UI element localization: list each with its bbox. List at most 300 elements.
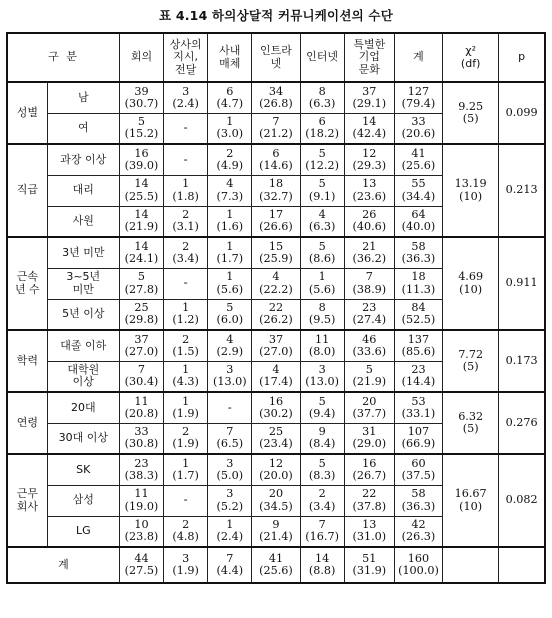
data-cell — [164, 113, 208, 144]
cell-count: 2 — [182, 208, 190, 222]
cell-percent: (32.7) — [259, 189, 293, 203]
data-cell — [119, 268, 163, 299]
data-cell — [208, 547, 252, 583]
cell-count: 2 — [182, 332, 190, 346]
cell-percent: (20.8) — [124, 406, 159, 420]
data-cell — [394, 516, 442, 547]
cell-count: - — [183, 121, 188, 135]
cell-count: 51 — [362, 551, 377, 565]
row-label: SK — [47, 454, 119, 485]
cell-count: 33 — [411, 115, 426, 129]
cell-count: 3 — [226, 487, 234, 501]
cell-percent: (20.0) — [259, 468, 293, 482]
cell-percent: (23.4) — [259, 437, 293, 451]
data-cell — [394, 237, 442, 268]
data-cell — [119, 361, 163, 392]
cell-percent: (27.4) — [352, 313, 387, 327]
cell-count: 25 — [268, 425, 284, 439]
cell-count: 1 — [226, 208, 234, 222]
cell-percent: (5.6) — [308, 282, 336, 296]
data-cell — [344, 392, 394, 423]
data-cell — [252, 113, 300, 144]
cell-percent: (5.0) — [216, 468, 244, 482]
communication-means-table — [6, 32, 546, 584]
cell-count: 14 — [134, 208, 149, 222]
row-label: 3년 미만 — [47, 237, 119, 268]
cell-count: 107 — [407, 425, 430, 439]
data-cell — [119, 82, 163, 113]
cell-percent: (23.8) — [124, 530, 159, 544]
table-row — [7, 144, 545, 175]
cell-percent: (21.2) — [259, 127, 293, 141]
data-cell — [208, 82, 252, 113]
cell-percent: (3.0) — [216, 127, 244, 141]
data-cell — [252, 268, 300, 299]
cell-percent: (100.0) — [398, 564, 439, 577]
data-cell — [300, 299, 344, 330]
data-cell — [300, 206, 344, 237]
cell-percent: (26.7) — [352, 468, 387, 482]
data-cell — [300, 82, 344, 113]
cell-count: 5 — [318, 239, 326, 253]
cell-count: 14 — [362, 115, 377, 129]
header-category: 구 분 — [7, 33, 119, 82]
cell-count: 23 — [134, 456, 149, 470]
row-label: 20대 — [47, 392, 119, 423]
cell-percent: (18.2) — [305, 127, 339, 141]
cell-count: 1 — [318, 270, 326, 284]
cell-percent: (4.3) — [172, 375, 199, 389]
data-cell — [208, 206, 252, 237]
cell-count: 160 — [407, 551, 430, 565]
cell-count: 26 — [362, 208, 377, 222]
cell-count: 22 — [268, 301, 284, 315]
chi-square-value: 9.25 (5) — [443, 82, 499, 144]
data-cell — [208, 485, 252, 516]
data-cell — [164, 144, 208, 175]
cell-percent: (9.4) — [308, 406, 336, 420]
cell-count: - — [227, 400, 232, 414]
data-cell — [164, 485, 208, 516]
cell-percent: (4.9) — [216, 158, 244, 172]
cell-count: 4 — [318, 208, 326, 222]
cell-count: 4 — [272, 363, 280, 377]
p-value: 0.213 — [499, 144, 545, 237]
cell-count: 7 — [137, 363, 146, 377]
chi-square-value: 4.69 (10) — [443, 237, 499, 330]
cell-count: 11 — [315, 332, 330, 346]
row-label: 3~5년 미만 — [47, 268, 119, 299]
cell-percent: (37.7) — [352, 406, 387, 420]
cell-percent: (9.5) — [308, 313, 336, 327]
cell-percent: (1.5) — [172, 344, 199, 358]
cell-percent: (21.9) — [352, 375, 387, 389]
data-cell — [344, 299, 394, 330]
data-cell — [252, 361, 300, 392]
cell-count: 37 — [362, 84, 377, 98]
data-cell — [164, 82, 208, 113]
cell-count: 20 — [362, 394, 377, 408]
cell-percent: (3.4) — [308, 499, 336, 513]
cell-count: 10 — [134, 518, 149, 532]
data-cell — [208, 299, 252, 330]
cell-count: 55 — [411, 177, 426, 191]
cell-percent: (38.9) — [352, 282, 387, 296]
table-row — [7, 237, 545, 268]
cell-percent: (20.6) — [401, 127, 436, 141]
cell-count: 5 — [137, 115, 146, 129]
data-cell — [300, 330, 344, 361]
cell-count: 16 — [362, 456, 377, 470]
cell-count: 13 — [362, 518, 377, 532]
cell-count: 9 — [318, 425, 326, 439]
data-cell — [394, 361, 442, 392]
cell-count: 5 — [137, 270, 146, 284]
cell-percent: (34.5) — [259, 499, 293, 513]
total-chi-empty — [443, 547, 499, 583]
data-cell — [344, 361, 394, 392]
cell-count: 1 — [226, 115, 234, 129]
data-cell — [252, 485, 300, 516]
cell-percent: (27.0) — [124, 344, 159, 358]
cell-percent: (11.3) — [401, 282, 436, 296]
cell-count: 3 — [226, 363, 234, 377]
cell-percent: (85.6) — [401, 344, 436, 358]
cell-percent: (6.3) — [308, 220, 336, 234]
cell-count: 3 — [318, 363, 326, 377]
cell-count: 1 — [182, 363, 190, 377]
table-title: 표 4.14 하의상달적 커뮤니케이션의 수단 — [159, 8, 393, 23]
cell-percent: (26.2) — [259, 313, 293, 327]
data-cell — [119, 237, 163, 268]
table-row — [7, 82, 545, 113]
cell-count: 5 — [226, 301, 234, 315]
data-cell — [252, 330, 300, 361]
data-cell — [208, 423, 252, 454]
data-cell — [394, 299, 442, 330]
cell-count: 18 — [411, 270, 426, 284]
data-cell — [394, 268, 442, 299]
data-cell — [300, 423, 344, 454]
data-cell — [344, 454, 394, 485]
total-p-empty — [499, 547, 545, 583]
chi-square-value: 13.19 (10) — [443, 144, 499, 237]
header-total: 계 — [394, 33, 442, 82]
cell-percent: (4.7) — [216, 96, 244, 110]
data-cell — [252, 547, 300, 583]
group-label: 직급 — [7, 144, 47, 237]
cell-percent: (23.6) — [352, 189, 387, 203]
cell-count: 5 — [318, 456, 326, 470]
group-label: 연령 — [7, 392, 47, 454]
data-cell — [300, 237, 344, 268]
data-cell — [394, 206, 442, 237]
group-label: 성별 — [7, 82, 47, 144]
cell-count: 8 — [318, 301, 326, 315]
cell-count: 12 — [268, 456, 284, 470]
cell-count: 12 — [362, 146, 377, 160]
data-cell — [119, 175, 163, 206]
cell-percent: (8.4) — [308, 437, 336, 451]
cell-count: - — [183, 276, 188, 290]
data-cell — [344, 237, 394, 268]
data-cell — [300, 361, 344, 392]
cell-count: 1 — [182, 177, 190, 191]
cell-count: 58 — [411, 239, 426, 253]
data-cell — [119, 144, 163, 175]
data-cell — [119, 516, 163, 547]
cell-count: 16 — [134, 146, 149, 160]
cell-count: - — [183, 493, 188, 507]
cell-count: 11 — [134, 487, 149, 501]
cell-percent: (7.3) — [216, 189, 244, 203]
cell-count: 14 — [315, 551, 330, 565]
cell-count: 5 — [365, 363, 373, 377]
cell-percent: (1.6) — [216, 220, 244, 234]
cell-count: 23 — [362, 301, 377, 315]
data-cell — [208, 237, 252, 268]
cell-percent: (1.8) — [172, 189, 199, 203]
cell-percent: (1.9) — [172, 406, 199, 420]
p-value: 0.173 — [499, 330, 545, 392]
cell-percent: (8.6) — [308, 251, 336, 265]
data-cell — [119, 206, 163, 237]
cell-count: 37 — [268, 332, 284, 346]
cell-count: 6 — [226, 84, 234, 98]
cell-percent: (4.4) — [216, 564, 244, 577]
p-value: 0.911 — [499, 237, 545, 330]
cell-percent: (27.5) — [124, 564, 159, 577]
cell-count: 46 — [362, 332, 377, 346]
cell-percent: (6.0) — [216, 313, 244, 327]
cell-percent: (30.7) — [124, 96, 159, 110]
cell-percent: (52.5) — [401, 313, 436, 327]
data-cell — [394, 82, 442, 113]
cell-count: 7 — [365, 270, 373, 284]
header-corporate-culture: 특별한 기업 문화 — [344, 33, 394, 82]
data-cell — [164, 206, 208, 237]
cell-count: 44 — [134, 551, 149, 565]
cell-count: 15 — [268, 239, 284, 253]
cell-percent: (22.2) — [259, 282, 293, 296]
cell-percent: (5.2) — [216, 499, 244, 513]
row-label: 과장 이상 — [47, 144, 119, 175]
chi-square-value: 6.32 (5) — [443, 392, 499, 454]
cell-count: 7 — [226, 551, 234, 565]
cell-count: 3 — [182, 84, 190, 98]
header-p: p — [499, 33, 545, 82]
cell-count: 9 — [272, 518, 280, 532]
data-cell — [164, 361, 208, 392]
cell-percent: (1.7) — [216, 251, 244, 265]
cell-count: 5 — [318, 394, 326, 408]
cell-percent: (37.5) — [401, 468, 436, 482]
cell-count: 4 — [272, 270, 280, 284]
cell-percent: (25.9) — [259, 251, 293, 265]
data-cell — [300, 516, 344, 547]
cell-percent: (17.4) — [259, 375, 293, 389]
cell-count: 7 — [226, 425, 234, 439]
data-cell — [252, 82, 300, 113]
cell-count: 1 — [182, 301, 190, 315]
cell-count: 41 — [268, 551, 284, 565]
cell-percent: (6.3) — [308, 96, 336, 110]
data-cell — [252, 392, 300, 423]
cell-percent: (6.5) — [216, 437, 244, 451]
data-cell — [208, 361, 252, 392]
cell-percent: (31.0) — [352, 530, 387, 544]
total-row — [7, 547, 545, 583]
cell-percent: (30.8) — [124, 437, 159, 451]
row-label: 대학원 이상 — [47, 361, 119, 392]
data-cell — [164, 237, 208, 268]
cell-percent: (29.3) — [352, 158, 387, 172]
data-cell — [119, 547, 163, 583]
row-label: 여 — [47, 113, 119, 144]
header-supervisor: 상사의 지시, 전달 — [164, 33, 208, 82]
row-label: 남 — [47, 82, 119, 113]
data-cell — [164, 516, 208, 547]
cell-percent: (24.1) — [124, 251, 159, 265]
cell-count: 53 — [411, 394, 426, 408]
header-meeting: 회의 — [119, 33, 163, 82]
cell-count: 39 — [134, 84, 149, 98]
cell-percent: (31.9) — [352, 564, 387, 577]
cell-count: 37 — [134, 332, 149, 346]
row-label: 30대 이상 — [47, 423, 119, 454]
cell-percent: (3.4) — [172, 251, 199, 265]
p-value: 0.276 — [499, 392, 545, 454]
table-row — [7, 330, 545, 361]
cell-count: 1 — [226, 239, 234, 253]
header-chi-square: χ² (df) — [443, 33, 499, 82]
cell-count: 4 — [226, 332, 234, 346]
data-cell — [394, 547, 442, 583]
cell-percent: (1.7) — [172, 468, 199, 482]
cell-count: 23 — [411, 363, 426, 377]
data-cell — [208, 175, 252, 206]
data-cell — [300, 175, 344, 206]
cell-percent: (16.7) — [305, 530, 339, 544]
data-cell — [394, 144, 442, 175]
cell-count: 6 — [272, 146, 280, 160]
chi-square-value: 16.67 (10) — [443, 454, 499, 547]
cell-count: 17 — [268, 208, 284, 222]
cell-count: 58 — [411, 487, 426, 501]
cell-count: 8 — [318, 84, 326, 98]
group-label: 근무 회사 — [7, 454, 47, 547]
cell-count: 1 — [182, 394, 190, 408]
row-label: 삼성 — [47, 485, 119, 516]
cell-percent: (29.0) — [352, 437, 387, 451]
cell-percent: (2.4) — [172, 96, 199, 110]
cell-percent: (21.4) — [259, 530, 293, 544]
cell-percent: (1.9) — [172, 437, 199, 451]
cell-percent: (29.1) — [352, 96, 387, 110]
data-cell — [164, 299, 208, 330]
data-cell — [164, 547, 208, 583]
cell-percent: (8.3) — [308, 468, 336, 482]
cell-count: 14 — [134, 177, 149, 191]
data-cell — [208, 113, 252, 144]
row-label: 5년 이상 — [47, 299, 119, 330]
cell-percent: (26.3) — [401, 530, 436, 544]
cell-percent: (36.3) — [401, 251, 436, 265]
cell-percent: (27.0) — [259, 344, 293, 358]
cell-count: 41 — [411, 146, 426, 160]
cell-count: 137 — [407, 332, 430, 346]
data-cell — [252, 144, 300, 175]
cell-count: 2 — [226, 146, 234, 160]
table-row — [7, 392, 545, 423]
total-label: 계 — [7, 547, 119, 583]
cell-count: 22 — [362, 487, 377, 501]
cell-percent: (2.9) — [216, 344, 244, 358]
data-cell — [344, 516, 394, 547]
cell-percent: (14.6) — [259, 158, 293, 172]
cell-count: 3 — [226, 456, 234, 470]
cell-percent: (38.3) — [124, 468, 159, 482]
data-cell — [252, 423, 300, 454]
cell-percent: (15.2) — [124, 127, 159, 141]
data-cell — [394, 423, 442, 454]
data-cell — [300, 485, 344, 516]
cell-percent: (34.4) — [401, 189, 436, 203]
cell-count: 7 — [272, 115, 280, 129]
cell-count: 1 — [226, 270, 234, 284]
data-cell — [119, 330, 163, 361]
data-cell — [119, 423, 163, 454]
cell-percent: (36.2) — [352, 251, 387, 265]
data-cell — [344, 547, 394, 583]
data-cell — [252, 175, 300, 206]
cell-percent: (40.0) — [401, 220, 436, 234]
cell-count: 64 — [411, 208, 426, 222]
cell-percent: (30.2) — [259, 406, 293, 420]
cell-count: 31 — [362, 425, 377, 439]
cell-count: 20 — [268, 487, 284, 501]
cell-count: 34 — [268, 84, 284, 98]
cell-count: 1 — [182, 456, 190, 470]
cell-percent: (30.4) — [124, 375, 159, 389]
data-cell — [119, 392, 163, 423]
cell-count: 127 — [407, 84, 430, 98]
cell-count: 6 — [318, 115, 326, 129]
p-value: 0.082 — [499, 454, 545, 547]
cell-count: 5 — [318, 177, 326, 191]
cell-percent: (1.9) — [172, 564, 199, 577]
cell-percent: (13.0) — [212, 375, 247, 389]
cell-count: 11 — [134, 394, 149, 408]
cell-percent: (79.4) — [401, 96, 436, 110]
cell-count: 7 — [318, 518, 326, 532]
data-cell — [208, 144, 252, 175]
cell-percent: (12.2) — [305, 158, 339, 172]
data-cell — [300, 547, 344, 583]
cell-percent: (8.0) — [308, 344, 336, 358]
data-cell — [394, 175, 442, 206]
cell-count: 13 — [362, 177, 377, 191]
data-cell — [300, 113, 344, 144]
data-cell — [208, 392, 252, 423]
cell-count: 21 — [362, 239, 377, 253]
cell-count: - — [183, 152, 188, 166]
cell-count: 16 — [268, 394, 284, 408]
header-intranet: 인트라 넷 — [252, 33, 300, 82]
row-label: 대졸 이하 — [47, 330, 119, 361]
cell-percent: (19.0) — [124, 499, 159, 513]
data-cell — [344, 206, 394, 237]
